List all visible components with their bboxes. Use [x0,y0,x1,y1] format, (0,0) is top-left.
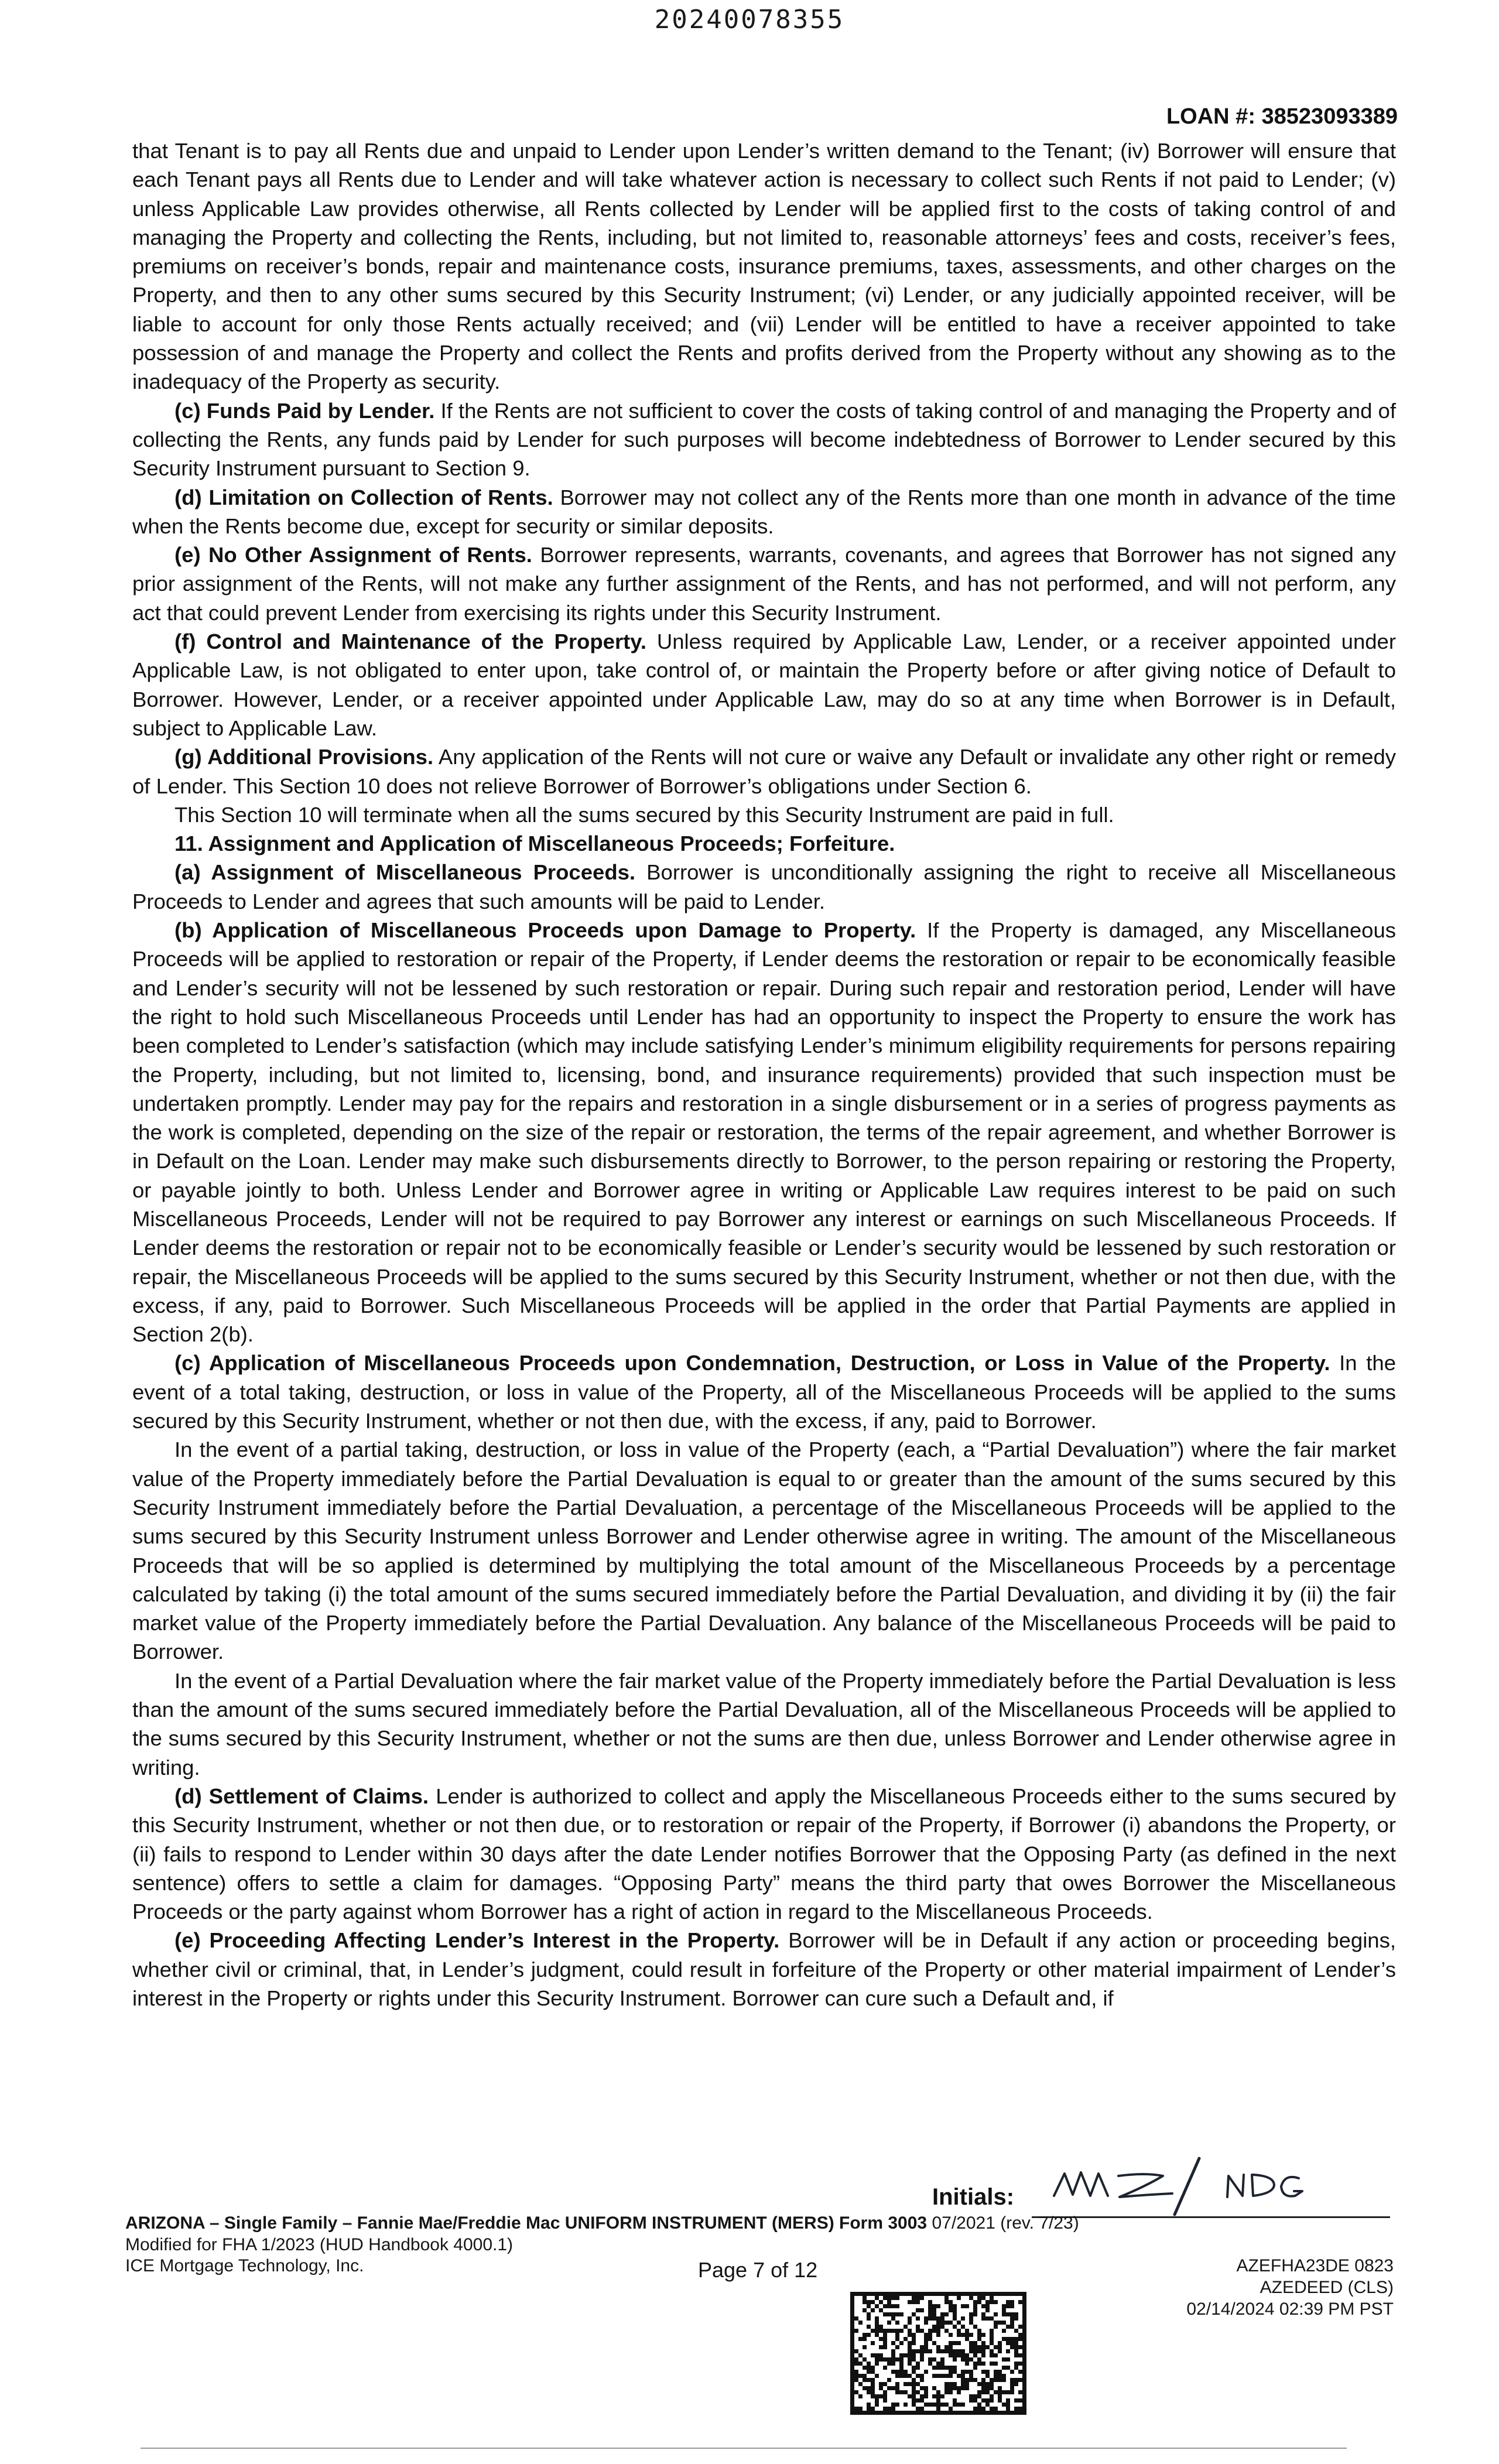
vendor-name: ICE Mortgage Technology, Inc. [125,2256,364,2275]
paragraph [132,1926,1396,2013]
form-title: – Single Family – Fannie Mae/Freddie Mac UNIFORM INSTRUMENT (MERS) Form 3003 [204,2213,928,2233]
initials-label: Initials: [932,2184,1015,2210]
paragraph-heading: (c) Application of Miscellaneous Proceeds upon Condemnation, Destruction, or Loss in Value of the Property. [174,1351,1330,1375]
paragraph-heading: (g) Additional Provisions. [174,745,434,769]
paragraph-text: Unless required by Applicable Law, Lender, or a receiver appointed under Applicable Law, is not obligated to enter upon, take control of, or maintain the Property before or after giving notice of Default to Borrower. However, Lender, or a receiver appointed under Applicable Law, may do so at any time when Borrower is in Default, subject to Applicable Law. [132,629,1396,740]
form-date: 07/2021 (rev. 7/23) [932,2213,1079,2233]
form-code: AZEFHA23DE 0823 [1236,2256,1394,2275]
paragraph-text: Borrower represents, warrants, covenants, and agrees that Borrower has not signed any prior assignment of the Rents, will not make any further assignment of the Rents, and has not performed, and will not perform, any act that could prevent Lender from exercising its rights under this Security Instrument. [132,543,1396,625]
paragraph [132,800,1396,829]
paragraph-text: In the event of a total taking, destruction, or loss in value of the Property, all of the Miscellaneous Proceeds will be applied to the sums secured by this Security Instrument, whether or not then due, with the excess, if any, paid to Borrower. [132,1351,1397,1433]
paragraph-heading: (c) Funds Paid by Lender. [174,398,435,423]
print-timestamp: 02/14/2024 02:39 PM PST [1186,2299,1394,2319]
paragraph-heading: 11. Assignment and Application of Miscellaneous Proceeds; Forfeiture. [174,831,895,856]
paragraph [132,742,1396,800]
loan-number: LOAN #: 38523093389 [1166,104,1398,129]
initials-line [1032,2216,1390,2218]
paragraph [132,858,1396,916]
form-id: AZEDEED (CLS) [1260,2278,1394,2297]
form-state: ARIZONA [125,2213,205,2233]
paragraph-text: This Section 10 will terminate when all the sums secured by this Security Instrument are paid in full. [174,802,1114,827]
paragraph [132,627,1396,742]
paragraph-text: that Tenant is to pay all Rents due and unpaid to Lender upon Lender’s written demand to the Tenant; (iv) Borrower will ensure that each Tenant pays all Rents due to Lender and will take whatever action is necessary to collect such Rents if not paid to Lender; (v) unless Applicable Law provides otherwise, all Rents collected by Lender will be applied first to the costs of taking control of and managing the Property and collecting the Rents, including, but not limited to, reasonable attorneys’ fees and costs, receiver’s fees, premiums on receiver’s bonds, repair and maintenance costs, insurance premiums, taxes, assessments, and other charges on the Property, and then to any other sums secured by this Security Instrument; (vi) Lender, or any judicially appointed receiver, will be liable to account for only those Rents actually received; and (vii) Lender will be entitled to have a receiver appointed to take possession of and manage the Property and collect the Rents and profits derived from the Property without any showing as to the inadequacy of the Property as security. [132,139,1396,394]
scan-edge-line [141,2448,1347,2449]
paragraph-heading: (b) Application of Miscellaneous Proceeds upon Damage to Property. [174,918,916,943]
paragraph-heading: (e) Proceeding Affecting Lender’s Interest in the Property. [174,1928,780,1953]
paragraph-text: Borrower will be in Default if any action or proceeding begins, whether civil or criminal, that, in Lender’s judgment, could result in forfeiture of the Property or other material impairment of Lender’s interest in the Property or rights under this Security Instrument. Borrower can cure such a Default and, if [132,1928,1396,2010]
handwritten-initials-icon [1042,2137,1370,2219]
paragraph [132,1782,1396,1926]
paragraph [132,1666,1396,1782]
paragraph-heading: (f) Control and Maintenance of the Property. [174,629,647,654]
paragraph [132,540,1396,627]
paragraph [132,1435,1396,1666]
paragraph-heading: (a) Assignment of Miscellaneous Proceeds. [174,860,636,885]
recording-number: 20240078355 [654,5,845,35]
initials-signature [1042,2137,1370,2222]
paragraph-text: In the event of a partial taking, destruction, or loss in value of the Property (each, a “Partial Devaluation”) where the fair market value of the Property immediately before the Partial Devaluation is equal to or greater than the amount of the sums secured by this Security Instrument immediately before the Partial Devaluation, a percentage of the Miscellaneous Proceeds will be applied to the sums secured by this Security Instrument unless Borrower and Lender otherwise agree in writing. The amount of the Miscellaneous Proceeds that will be so applied is determined by multiplying the total amount of the Miscellaneous Proceeds by a percentage calculated by taking (i) the total amount of the sums secured immediately before the Partial Devaluation, and dividing it by (ii) the fair market value of the Property immediately before the Partial Devaluation. Any balance of the Miscellaneous Proceeds will be paid to Borrower. [132,1438,1396,1664]
paragraph-text: Borrower may not collect any of the Rents more than one month in advance of the time when the Rents become due, except for security or similar deposits. [132,485,1396,538]
paragraph-text: Lender is authorized to collect and apply the Miscellaneous Proceeds either to the sums secured by this Security Instrument, whether or not then due, or to restoration or repair of the Property, if Borrower (i) abandons the Property, or (ii) fails to respond to Lender within 30 days after the date Lender notifies Borrower that the Opposing Party (as defined in the next sentence) offers to settle a claim for damages. “Opposing Party” means the third party that owes Borrower the Miscellaneous Proceeds or the party against whom Borrower has a right of action in regard to the Miscellaneous Proceeds. [132,1784,1396,1924]
paragraph-text: In the event of a Partial Devaluation where the fair market value of the Property immediately before the Partial Devaluation is less than the amount of the sums secured immediately before the Partial Devaluation, all of the Miscellaneous Proceeds will be applied to the sums secured by this Security Instrument, whether or not the sums are then due, unless Borrower and Lender otherwise agree in writing. [132,1668,1396,1779]
form-modified-note: Modified for FHA 1/2023 (HUD Handbook 4000.1) [125,2235,514,2254]
paragraph-text: Any application of the Rents will not cure or waive any Default or invalidate any other right or remedy of Lender. This Section 10 does not relieve Borrower of Borrower’s obligations under Section 6. [132,745,1396,798]
document-body [132,136,1396,2133]
section-heading [132,829,1396,858]
paragraph [132,396,1396,483]
paragraph [132,136,1396,396]
paragraph-text: Borrower is unconditionally assigning the right to receive all Miscellaneous Proceeds to Lender and agrees that such amounts will be paid to Lender. [132,860,1396,913]
barcode-icon [850,2292,1027,2415]
paragraph-heading: (e) No Other Assignment of Rents. [174,543,532,567]
paragraph [132,483,1396,541]
form-title-line [125,2213,1079,2233]
paragraph-heading: (d) Settlement of Claims. [174,1784,429,1808]
paragraph-text: If the Property is damaged, any Miscellaneous Proceeds will be applied to restoration or repair of the Property, if Lender deems the restoration or repair to be economically feasible and Lender’s security will not be lessened by such restoration or repair. During such repair and restoration period, Lender will have the right to hold such Miscellaneous Proceeds until Lender has had an opportunity to inspect the Property to ensure the work has been completed to Lender’s satisfaction (which may include satisfying Lender’s minimum eligibility requirements for persons repairing the Property, including, but not limited to, licensing, bond, and insurance requirements) provided that such inspection must be undertaken promptly. Lender may pay for the repairs and restoration in a single disbursement or in a series of progress payments as the work is completed, depending on the size of the repair or restoration, the terms of the repair agreement, and whether Borrower is in Default on the Loan. Lender may make such disbursements directly to Borrower, to the person repairing or restoring the Property, or payable jointly to both. Unless Lender and Borrower agree in writing or Applicable Law requires interest to be paid on such Miscellaneous Proceeds, Lender will not be required to pay Borrower any interest or earnings on such Miscellaneous Proceeds. If Lender deems the restoration or repair not to be economically feasible or Lender’s security would be lessened by such restoration or repair, the Miscellaneous Proceeds will be applied to the sums secured by this Security Instrument, whether or not then due, with the excess, if any, paid to Borrower. Such Miscellaneous Proceeds will be applied in the order that Partial Payments are applied in Section 2(b). [132,918,1396,1347]
paragraph [132,916,1396,1349]
paragraph [132,1349,1396,1435]
page-number: Page 7 of 12 [698,2258,818,2282]
paragraph-heading: (d) Limitation on Collection of Rents. [174,485,553,509]
paragraph-text: If the Rents are not sufficient to cover the costs of taking control of and managing the Property and of collecting the Rents, any funds paid by Lender for such purposes will become indebtedness of Borrower to Lender secured by this Security Instrument pursuant to Section 9. [132,398,1396,481]
